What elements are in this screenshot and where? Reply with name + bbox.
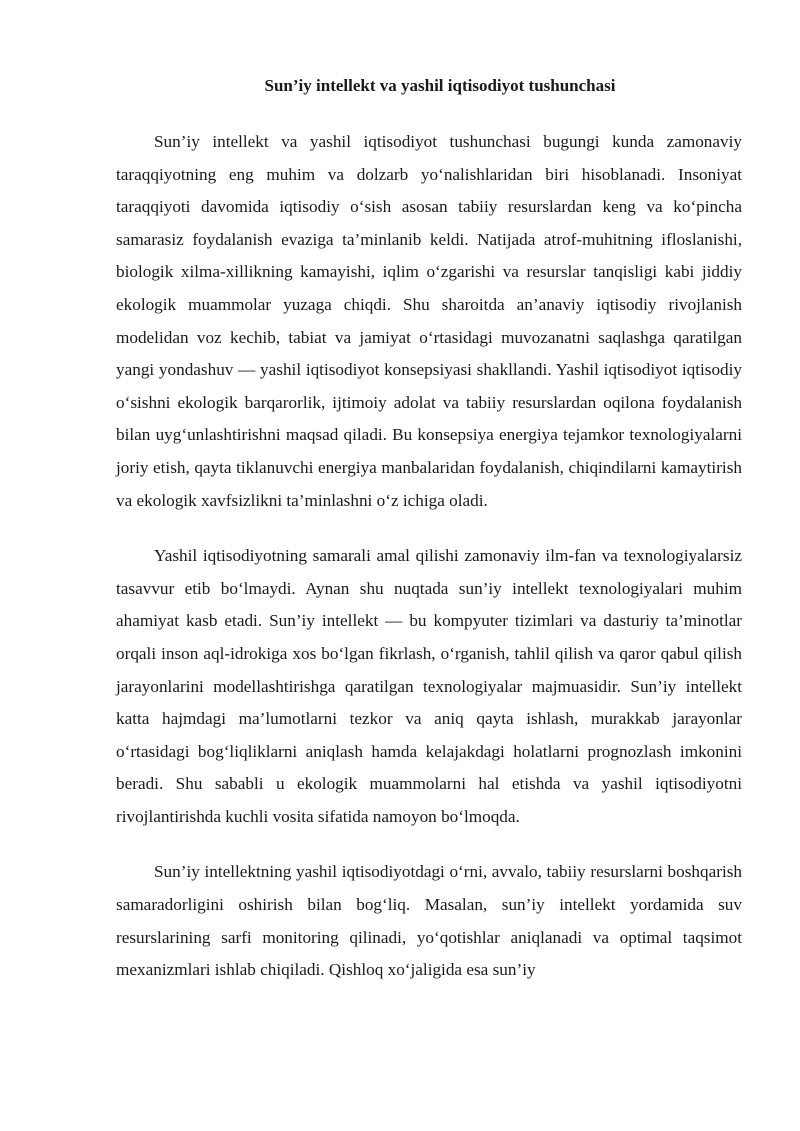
paragraph-3: Sun’iy intellektning yashil iqtisodiyotdagi o‘rni, avvalo, tabiiy resurslarni boshqarish samaradorligini oshirish bilan bog‘liq. Masalan, sun’iy intellekt yordamida suv resurslarining sarfi monitoring qilinadi, yo‘qotishlar aniqlanadi va optimal taqsimot mexanizmlari ishlab chiqiladi. Qishloq xo‘jaligida esa sun’iy xyxy=(116,862,742,980)
document-body xyxy=(116,74,742,1010)
paragraph-2: Yashil iqtisodiyotning samarali amal qilishi zamonaviy ilm-fan va texnologiyalarsiz tasavvur etib bo‘lmaydi. Aynan shu nuqtada sun’iy intellekt texnologiyalari muhim ahamiyat kasb etadi. Sun’iy intellekt — bu kompyuter tizimlari va dasturiy ta’minotlar orqali inson aql-idrokiga xos bo‘lgan fikrlash, o‘rganish, tahlil qilish va qaror qabul qilish jarayonlarini modellashtirishga qaratilgan texnologiyalar majmuasidir. Sun’iy intellekt katta hajmdagi ma’lumotlarni tezkor va aniq qayta ishlash, murakkab jarayonlar o‘rtasidagi bog‘liqliklarni aniqlash hamda kelajakdagi holatlarni prognozlash imkonini beradi. Shu sababli u ekologik muammolarni hal etishda va yashil iqtisodiyotni rivojlantirishda kuchli vosita sifatida namoyon bo‘lmoqda. xyxy=(116,546,742,826)
document-title: Sun’iy intellekt va yashil iqtisodiyot tushunchasi xyxy=(264,76,616,95)
paragraph-1: Sun’iy intellekt va yashil iqtisodiyot tushunchasi bugungi kunda zamonaviy taraqqiyotning eng muhim va dolzarb yo‘nalishlaridan biri hisoblanadi. Insoniyat taraqqiyoti davomida iqtisodiy o‘sish asosan tabiiy resurslardan keng va ko‘pincha samarasiz foydalanish evaziga ta’minlanib keldi. Natijada atrof-muhitning ifloslanishi, biologik xilma-xillikning kamayishi, iqlim o‘zgarishi va resurslar tanqisligi kabi jiddiy ekologik muammolar yuzaga chiqdi. Shu sharoitda an’anaviy iqtisodiy rivojlanish modelidan voz kechib, tabiat va jamiyat o‘rtasidagi muvozanatni saqlashga qaratilgan yangi yondashuv — yashil iqtisodiyot konsepsiyasi shakllandi. Yashil iqtisodiyot iqtisodiy o‘sishni ekologik barqarorlik, ijtimoiy adolat va tabiiy resurslardan oqilona foydalanish bilan uyg‘unlashtirishni maqsad qiladi. Bu konsepsiya energiya tejamkor texnologiyalarni joriy etish, qayta tiklanuvchi energiya manbalaridan foydalanish, chiqindilarni kamaytirish va ekologik xavfsizlikni ta’minlashni o‘z ichiga oladi. xyxy=(116,132,742,510)
